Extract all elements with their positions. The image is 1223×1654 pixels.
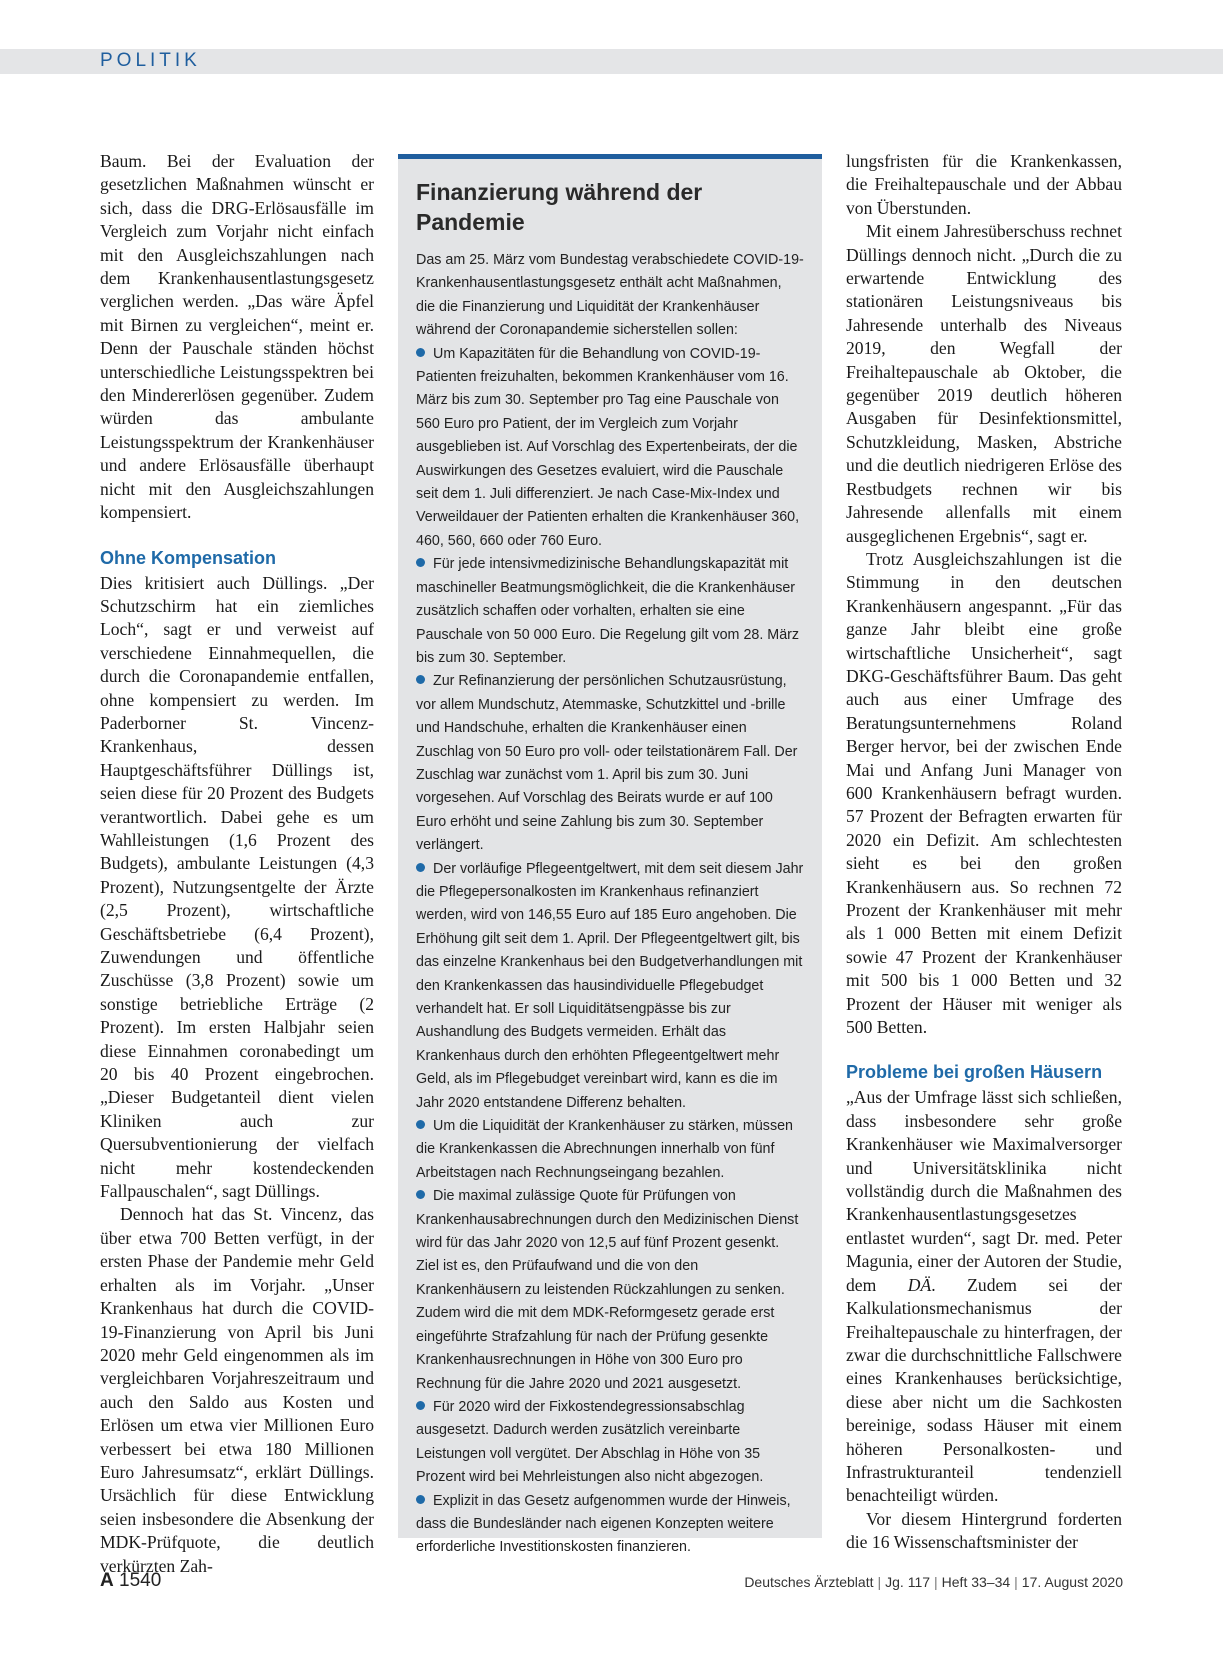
paragraph: Dies kritisiert auch Düllings. „Der Schutzschirm hat ein ziemliches Loch“, sagt er und verweist auf verschiedene Einnahmequellen, die durch die Coronapandemie entfallen, ohne kompensiert zu werden. Im Paderborner St. Vincenz-Krankenhaus, dessen Hauptgeschäftsführer Düllings ist, seien diese für 20 Prozent des Budgets verantwortlich. Dabei gehe es um Wahlleistungen (1,6 Prozent des Budgets), ambulante Leistungen (4,3 Prozent), Nutzungsentgelte der Ärzte (2,5 Prozent), wirtschaftliche Geschäftsbetriebe (6,4 Prozent), Zuwendungen und öffentliche Zuschüsse (3,8 Prozent) sowie um sonstige betriebliche Erträge (2 Prozent). Im ersten Halbjahr seien diese Einnahmen coronabedingt um 20 bis 40 Prozent eingebrochen. „Dieser Budgetanteil dient vielen Kliniken auch zur Quersubventionierung der vielfach nicht mehr kostendeckenden Fallpauschalen“, sagt Düllings. [100, 572, 374, 1202]
list-item: Um Kapazitäten für die Behandlung von COVID-19-Patienten freizuhalten, bekommen Krankenhäuser vom 16. März bis zum 30. September pro Tag eine Pauschale von 560 Euro pro Patient, der im Vergleich zum Vorjahr ausgeblieben ist. Auf Vorschlag des Expertenbeirats, der die Auswirkungen des Gesetzes evaluiert, wird die Pauschale seit dem 1. Juli differenziert. Je nach Case-Mix-Index und Verweildauer der Patienten erhalten die Krankenhäuser 360, 460, 560, 660 oder 760 Euro. [416, 345, 800, 549]
info-box [398, 154, 822, 1556]
list-item: Explizit in das Gesetz aufgenommen wurde der Hinweis, dass die Bundesländer nach eigenen Konzepten weitere erforderliche Investitionskosten finanzieren. [416, 1492, 791, 1556]
list-item: Für 2020 wird der Fixkostendegressionsabschlag ausgesetzt. Dadurch werden zusätzlich vereinbarte Leistungen voll vergütet. Der Abschlag in Höhe von 35 Prozent wird bei Mehrleistungen also nicht abgezogen. [416, 1398, 764, 1486]
bullet-icon [416, 348, 425, 357]
info-box-intro: Das am 25. März vom Bundestag verabschiedete COVID-19-Krankenhausentlastungsgesetz enthält acht Maßnahmen, die die Finanzierung und Liquidität der Krankenhäuser während der Coronapandemie sicherstellen sollen: [416, 252, 804, 339]
section-label: POLITIK [100, 50, 201, 71]
journal-name: Deutsches Ärzteblatt [744, 1574, 874, 1590]
list-item: Die maximal zulässige Quote für Prüfungen von Krankenhausabrechnungen durch den Medizinischen Dienst wird für das Jahr 2020 von 12,5 auf fünf Prozent gesenkt. Ziel ist es, den Prüfaufwand und die von den Krankenhäusern zu leistenden Rückzahlungen zu senken. Zudem wird die mit dem MDK-Reformgesetz gerade erst eingeführte Strafzahlung für nach der Prüfung gesenkte Krankenhausrechnungen in Höhe von 300 Euro pro Rechnung für die Jahre 2020 und 2021 ausgesetzt. [416, 1188, 799, 1392]
paragraph: Trotz Ausgleichszahlungen ist die Stimmung in den deutschen Krankenhäusern angespannt. „Für das ganze Jahr bleibt eine große wirtschaftliche Unsicherheit“, sagt DKG-Geschäftsführer Baum. Das geht auch aus einer Umfrage des Beratungsunternehmens Roland Berger hervor, bei der zwischen Ende Mai und Anfang Juni Manager von 600 Krankenhäusern befragt wurden. 57 Prozent der Befragten erwarten für 2020 ein Defizit. Am schlechtesten sieht es bei den großen Krankenhäusern aus. So rechnen 72 Prozent der Krankenhäuser mit mehr als 1 000 Betten mit einem Defizit sowie 47 Prozent der Krankenhäuser mit 500 bis 1 000 Betten und 32 Prozent der Häuser mit weniger als 500 Betten. [846, 548, 1122, 1038]
paragraph: „Aus der Umfrage lässt sich schließen, dass insbesondere sehr große Krankenhäuser wie Maximalversorger und Universitätsklinika nicht vollständig durch die Maßnahmen des Krankenhausentlastungsgesetzes entlastet wurden“, sagt Dr. med. Peter Magunia, einer der Autoren der Studie, dem DÄ. Zudem sei der Kalkulationsmechanismus der Freihaltepauschale zu hinterfragen, der zwar die durchschnittliche Fallschwere eines Krankenhauses berücksichtige, diese aber nicht um die Sachkosten bereinige, sodass Häuser mit einem höheren Personalkosten- und Infrastrukturanteil tendenziell benachteiligt würden. [846, 1087, 1122, 1506]
right-column [846, 150, 1122, 1555]
subheading: Probleme bei großen Häusern [846, 1062, 1103, 1083]
bullet-icon [416, 1120, 425, 1129]
volume: Jg. 117 [885, 1574, 931, 1590]
subheading: Ohne Kompensation [100, 547, 277, 568]
journal-abbrev: DÄ [907, 1274, 932, 1295]
bullet-icon [416, 1190, 425, 1199]
list-item: Der vorläufige Pflegeentgeltwert, mit dem seit diesem Jahr die Pflegepersonalkosten im Krankenhaus refinanziert werden, wird von 146,55 Euro auf 185 Euro angehoben. Die Erhöhung gilt seit dem 1. April. Der Pflegeentgeltwert gilt, bis das einzelne Krankenhaus bei den Budgetverhandlungen mit den Krankenkassen das hausindividuelle Pflegebudget verhandelt hat. Er soll Liquiditätsengpässe bis zur Aushandlung des Budgets vermeiden. Erhält das Krankenhaus durch den erhöhten Pflegeentgeltwert mehr Geld, als im Pflegebudget vereinbart wird, kann es die im Jahr 2020 entstandene Differenz behalten. [416, 860, 804, 1111]
bullet-icon [416, 1495, 425, 1504]
paragraph: Dennoch hat das St. Vincenz, das über etwa 700 Betten verfügt, in der ersten Phase der Pandemie mehr Geld erhalten als im Vorjahr. „Unser Krankenhaus hat durch die COVID-19-Finanzierung von April bis Juni 2020 mehr Geld eingenommen als im vergleichbaren Vorjahreszeitraum und auch den Saldo aus Kosten und Erlösen um etwa vier Millionen Euro verbessert bei etwa 180 Millionen Euro Jahresumsatz“, erklärt Düllings. Ursächlich für diese Entwicklung seien insbesondere die Absenkung der MDK-Prüfquote, die deutlich verkürzten Zah- [100, 1204, 374, 1576]
bullet-icon [416, 863, 425, 872]
page-number: A 1540 [100, 1570, 162, 1591]
footer-citation: Deutsches Ärzteblatt | Jg. 117 | Heft 33–34 | 17. August 2020 [744, 1574, 1123, 1590]
paragraph: Vor diesem Hintergrund forderten die 16 Wissenschaftsminister der [846, 1508, 1122, 1553]
bullet-icon [416, 558, 425, 567]
list-item: Für jede intensivmedizinische Behandlungskapazität mit maschineller Beatmungsmöglichkeit, die die Krankenhäuser zusätzlich schaffen oder vorhalten, erhalten sie eine Pauschale von 50 000 Euro. Die Regelung gilt vom 28. März bis zum 30. September. [416, 556, 800, 666]
info-box-title: Finanzierung während der Pandemie [416, 179, 703, 235]
paragraph: Baum. Bei der Evaluation der gesetzlichen Maßnahmen wünscht er sich, dass die DRG-Erlösausfälle im Vergleich zum Vorjahr nicht einfach mit den Ausgleichszahlungen nach dem Krankenhausentlastungsgesetz verglichen werden. „Das wäre Äpfel mit Birnen zu vergleichen“, meint er. Denn der Pauschale ständen höchst unterschiedliche Leistungsspektren bei den Mindererlösen gegenüber. Zudem würden das ambulante Leistungsspektrum der Krankenhäuser und andere Erlösausfälle überhaupt nicht mit den Ausgleichszahlungen kompensiert. [100, 151, 374, 523]
bullet-icon [416, 675, 425, 684]
paragraph: lungsfristen für die Krankenkassen, die Freihaltepauschale und der Abbau von Überstunden. [846, 151, 1122, 218]
left-column [100, 150, 374, 1578]
list-item: Um die Liquidität der Krankenhäuser zu stärken, müssen die Krankenkassen die Abrechnungen innerhalb von fünf Arbeitstagen nach Rechnungseingang bezahlen. [416, 1118, 793, 1181]
issue: Heft 33–34 [941, 1574, 1011, 1590]
list-item: Zur Refinanzierung der persönlichen Schutzausrüstung, vor allem Mundschutz, Atemmaske, Schutzkittel und -brille und Handschuhe, erhalten die Krankenhäuser einen Zuschlag von 50 Euro pro voll- oder teilstationärem Fall. Der Zuschlag war zunächst vom 1. April bis zum 30. Juni vorgesehen. Auf Vorschlag des Beirats wurde er auf 100 Euro erhöht und seine Zahlung bis zum 30. September verlängert. [416, 673, 798, 854]
bullet-icon [416, 1401, 425, 1410]
paragraph: Mit einem Jahresüberschuss rechnet Düllings dennoch nicht. „Durch die zu erwartende Entwicklung des stationären Leistungsniveaus bis Jahresende unterhalb des Niveaus 2019, den Wegfall der Freihaltepauschale ab Oktober, die gegenüber 2019 deutlich höheren Ausgaben für Desinfektionsmittel, Schutzkleidung, Masken, Abstriche und die deutlich niedrigeren Erlöse des Restbudgets rechnen wir bis Jahresende allenfalls mit einem ausgeglichenen Ergebnis“, sagt er. [846, 221, 1122, 546]
date: 17. August 2020 [1021, 1574, 1123, 1590]
